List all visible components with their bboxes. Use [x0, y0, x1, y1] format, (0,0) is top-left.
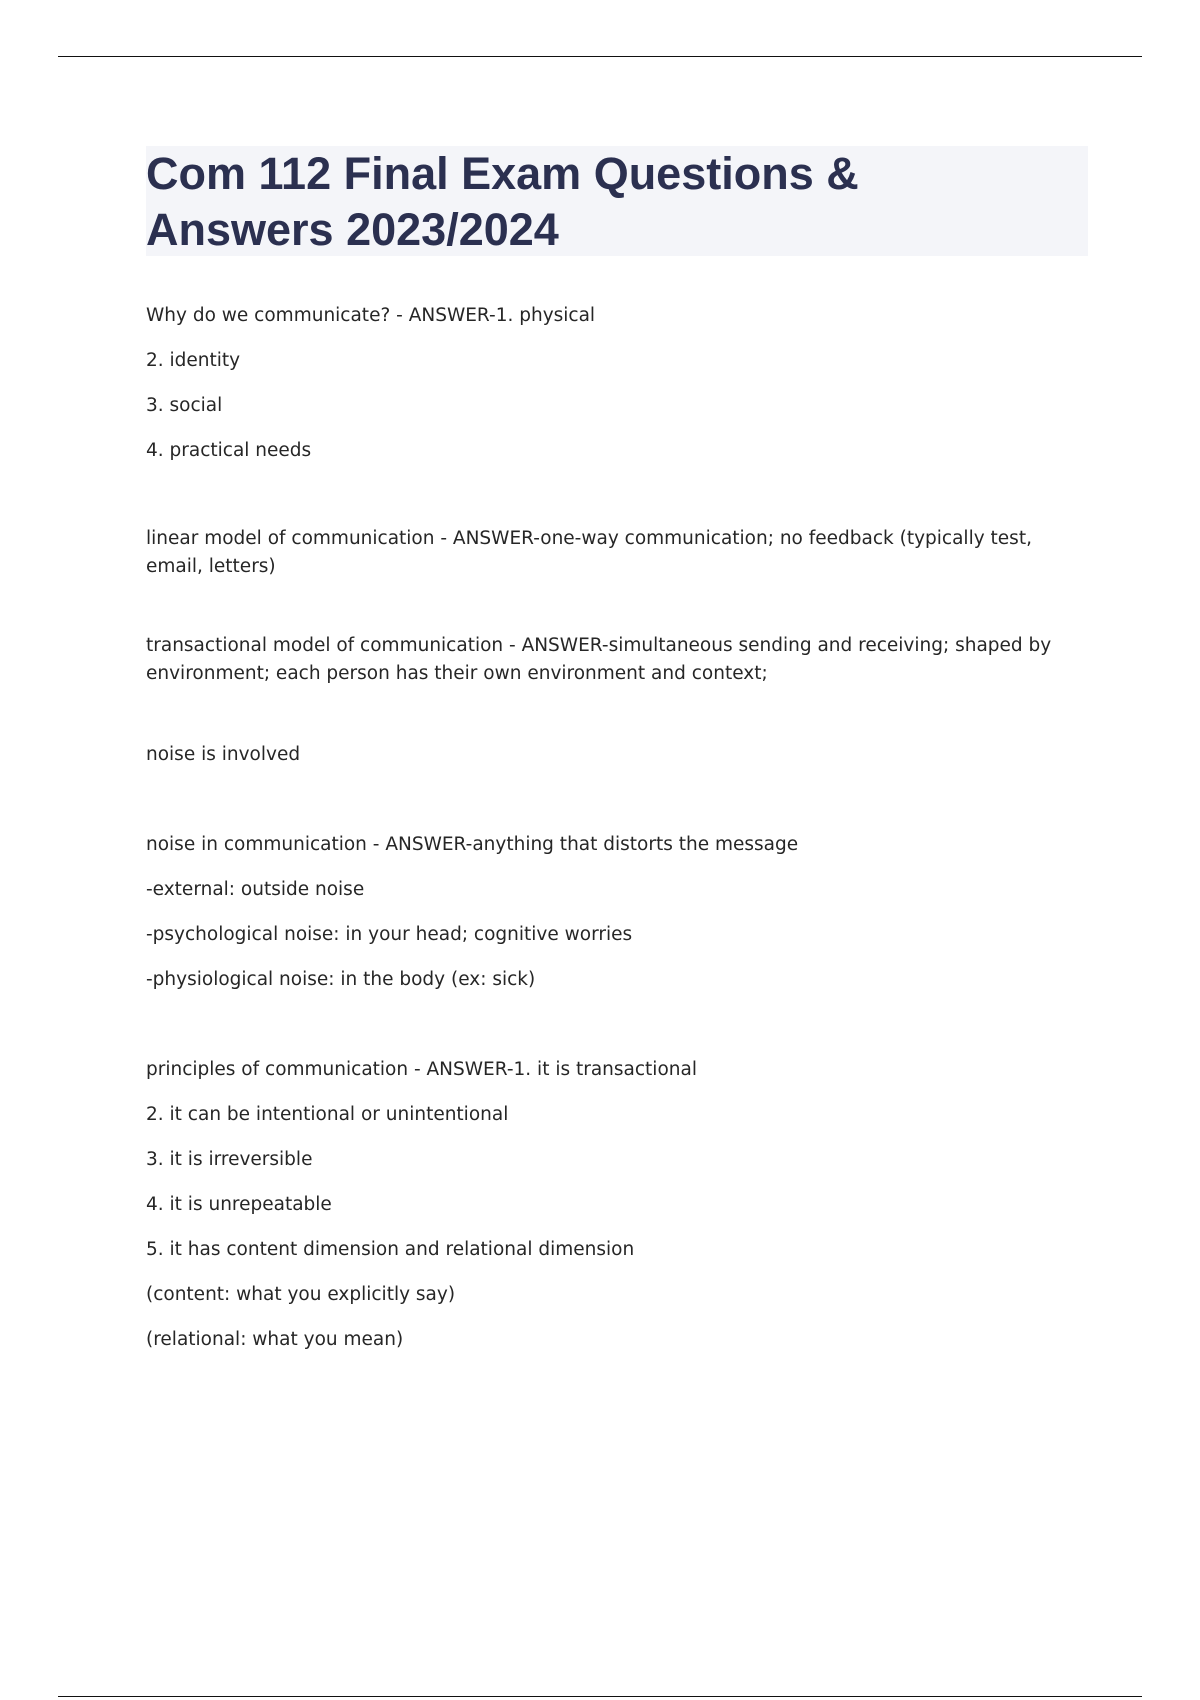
- top-rule: [58, 56, 1142, 57]
- paragraph-gap: [146, 784, 1086, 829]
- text-line: 3. it is irreversible: [146, 1149, 313, 1170]
- text-line: linear model of communication - ANSWER-one-way communication; no feedback (typically test, email, letters): [146, 528, 1032, 577]
- text-line: transactional model of communication - ANSWER-simultaneous sending and receiving; shaped by environment; each person has their own environment and context;: [146, 635, 1052, 684]
- paragraph-gap: [146, 694, 1086, 739]
- paragraph-gap: [146, 587, 1086, 632]
- text-line: noise in communication - ANSWER-anything that distorts the message: [146, 834, 799, 855]
- qa-block-noise-involved: [146, 739, 1086, 784]
- text-line: Why do we communicate? - ANSWER-1. physical: [146, 305, 596, 326]
- text-line: noise is involved: [146, 744, 301, 765]
- text-line: 5. it has content dimension and relational dimension: [146, 1239, 635, 1260]
- document-title: Com 112 Final Exam Questions & Answers 2023/2024: [146, 148, 859, 255]
- document-body: [146, 300, 1086, 1369]
- text-line: principles of communication - ANSWER-1. it is transactional: [146, 1059, 697, 1080]
- text-line: 2. identity: [146, 350, 241, 371]
- qa-block-why-communicate: [146, 300, 1086, 480]
- text-line: -physiological noise: in the body (ex: sick): [146, 969, 536, 990]
- text-line: 4. practical needs: [146, 440, 312, 461]
- paragraph-gap: [146, 480, 1086, 525]
- text-line: 3. social: [146, 395, 223, 416]
- text-line: -psychological noise: in your head; cognitive worries: [146, 924, 633, 945]
- text-line: 4. it is unrepeatable: [146, 1194, 332, 1215]
- text-line: 2. it can be intentional or unintentional: [146, 1104, 509, 1125]
- bottom-rule: [58, 1696, 1142, 1697]
- qa-block-noise-in-communication: [146, 829, 1086, 1009]
- qa-block-transactional-model: [146, 632, 1086, 684]
- paragraph-gap: [146, 1009, 1086, 1054]
- text-line: (relational: what you mean): [146, 1329, 404, 1350]
- text-line: -external: outside noise: [146, 879, 365, 900]
- qa-block-principles: [146, 1054, 1086, 1369]
- text-line: (content: what you explicitly say): [146, 1284, 456, 1305]
- qa-block-linear-model: [146, 525, 1086, 577]
